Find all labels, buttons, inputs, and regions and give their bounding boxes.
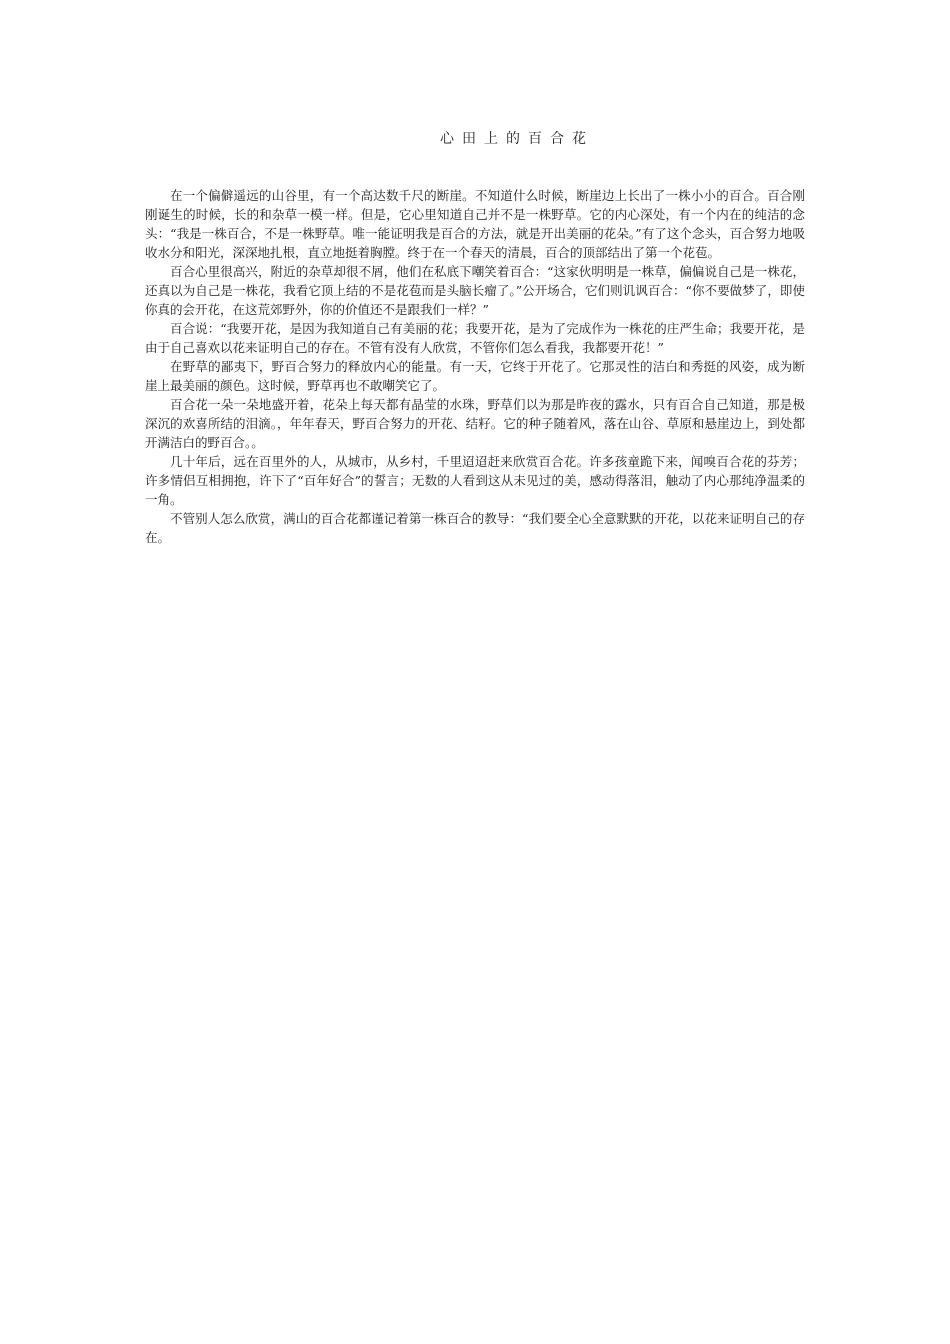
paragraph: 不管别人怎么欣赏，满山的百合花都谨记着第一株百合的教导：“我们要全心全意默默的开花，以花来证明自己的存在。: [145, 511, 805, 545]
document-body: [145, 186, 805, 547]
paragraph: 在野草的鄙夷下，野百合努力的释放内心的能量。有一天，它终于开花了。它那灵性的洁白和秀挺的风姿，成为断崖上最美丽的颜色。这时候，野草再也不敢嘲笑它了。: [145, 359, 805, 393]
paragraph: 百合花一朵一朵地盛开着，花朵上每天都有晶莹的水珠，野草们以为那是昨夜的露水，只有百合自己知道，那是极深沉的欢喜所结的泪滴。，年年春天，野百合努力的开花、结籽。它的种子随着风，落在山谷、草原和悬崖边上，到处都开满洁白的野百合。。: [145, 397, 805, 450]
paragraph: 百合心里很高兴，附近的杂草却很不屑，他们在私底下嘲笑着百合：“这家伙明明是一株草，偏偏说自己是一株花，还真以为自己是一株花，我看它顶上结的不是花苞而是头脑长瘤了。”公开场合，它们则讥讽百合：“你不要做梦了，即使你真的会开花，在这荒郊野外，你的价值还不是跟我们一样？”: [145, 264, 805, 317]
document-title: 心田上的百合花: [440, 131, 594, 147]
paragraph: 几十年后，远在百里外的人，从城市，从乡村，千里迢迢赶来欣赏百合花。许多孩童跪下来，闻嗅百合花的芬芳；许多情侣互相拥抱，许下了“百年好合”的誓言；无数的人看到这从未见过的美，感动得落泪，触动了内心那纯净温柔的一角。: [145, 454, 805, 507]
paragraph: 百合说：“我要开花，是因为我知道自己有美丽的花；我要开花，是为了完成作为一株花的庄严生命；我要开花，是由于自己喜欢以花来证明自己的存在。不管有没有人欣赏，不管你们怎么看我，我都要开花！”: [145, 321, 805, 355]
paragraph: 在一个偏僻遥远的山谷里，有一个高达数千尺的断崖。不知道什么时候，断崖边上长出了一株小小的百合。百合刚刚诞生的时候，长的和杂草一模一样。但是，它心里知道自己并不是一株野草。它的内心深处，有一个内在的纯洁的念头：“我是一株百合，不是一株野草。唯一能证明我是百合的方法，就是开出美丽的花朵。”有了这个念头，百合努力地吸收水分和阳光，深深地扎根，直立地挺着胸膛。终于在一个春天的清晨，百合的顶部结出了第一个花苞。: [145, 188, 805, 260]
